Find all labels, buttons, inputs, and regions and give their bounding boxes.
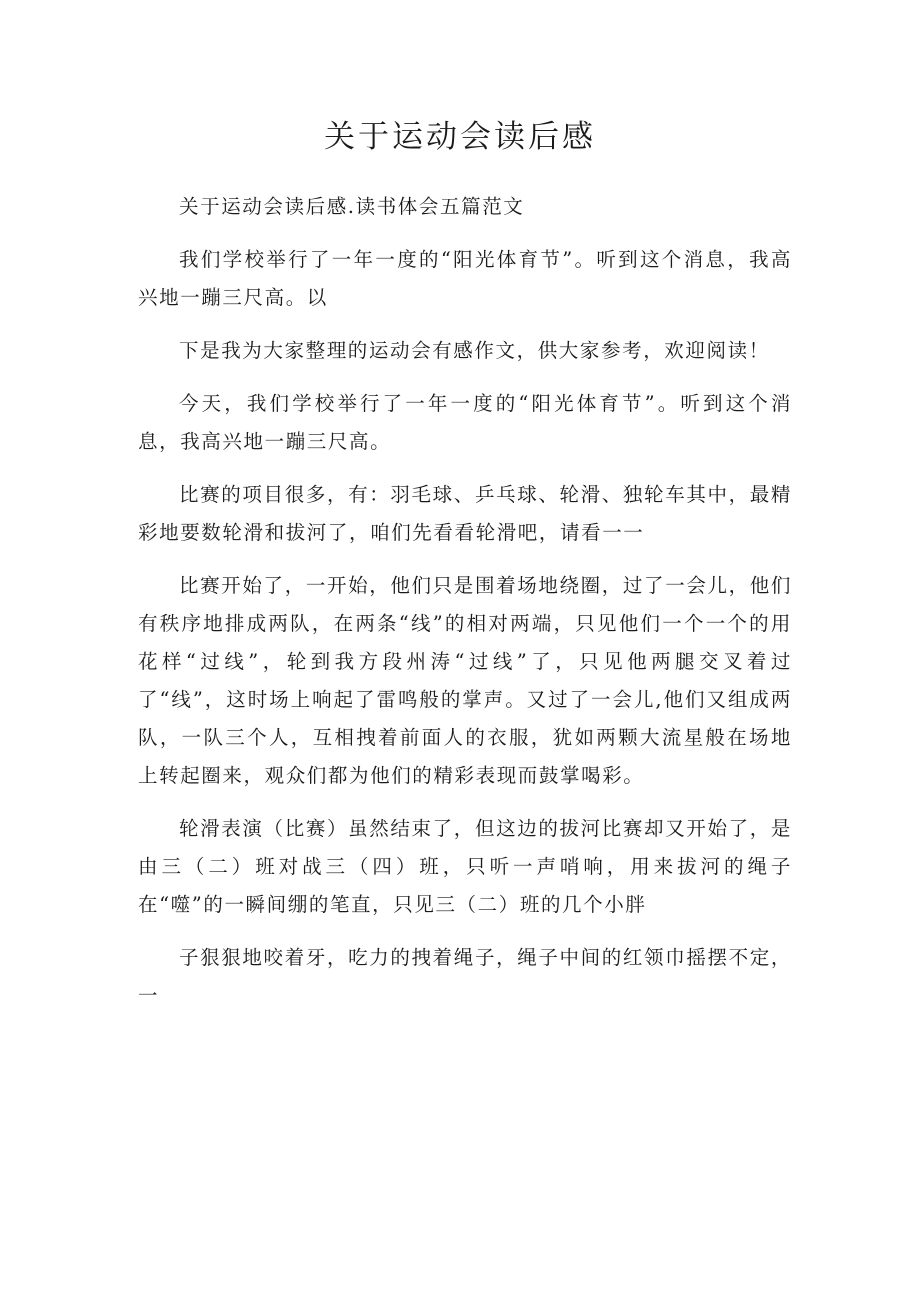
- paragraph-intro: 我们学校举行了一年一度的“阳光体育节”。听到这个消息，我高兴地一蹦三尺高。以: [138, 248, 792, 309]
- document-title: 关于运动会读后感: [324, 119, 596, 155]
- paragraph-subtitle: 关于运动会读后感.读书体会五篇范文: [179, 195, 525, 218]
- paragraph-tug-of-war-continued: 子狠狠地咬着牙，吃力的拽着绳子，绳子中间的红领巾摇摆不定，一: [138, 946, 792, 1007]
- paragraph-tug-of-war: 轮滑表演（比赛）虽然结束了，但这边的拔河比赛却又开始了，是由三（二）班对战三（四）班，只听一声哨响，用来拔河的绳子在“噬”的一瞬间绷的笔直，只见三（二）班的几个小胖: [138, 817, 792, 916]
- document-body: [138, 188, 792, 1030]
- paragraph-intro-continued: 下是我为大家整理的运动会有感作文，供大家参考，欢迎阅读！: [179, 339, 770, 362]
- paragraph-today: 今天，我们学校举行了一年一度的“阳光体育节”。听到这个消息，我高兴地一蹦三尺高。: [138, 392, 792, 453]
- paragraph-events: 比赛的项目很多，有：羽毛球、乒乓球、轮滑、独轮车其中，最精彩地要数轮滑和拔河了，咱们先看看轮滑吧，请看一一: [138, 483, 792, 544]
- paragraph-roller-skating: 比赛开始了，一开始，他们只是围着场地绕圈，过了一会儿，他们有秩序地排成两队，在两条“线”的相对两端，只见他们一个一个的用花样“过线”，轮到我方段州涛“过线”了，只见他两腿交叉着过了“线”，这时场上响起了雷鸣般的掌声。又过了一会儿,他们又组成两队，一队三个人，互相拽着前面人的衣服，犹如两颗大流星般在场地上转起圈来，观众们都为他们的精彩表现而鼓掌喝彩。: [138, 574, 792, 787]
